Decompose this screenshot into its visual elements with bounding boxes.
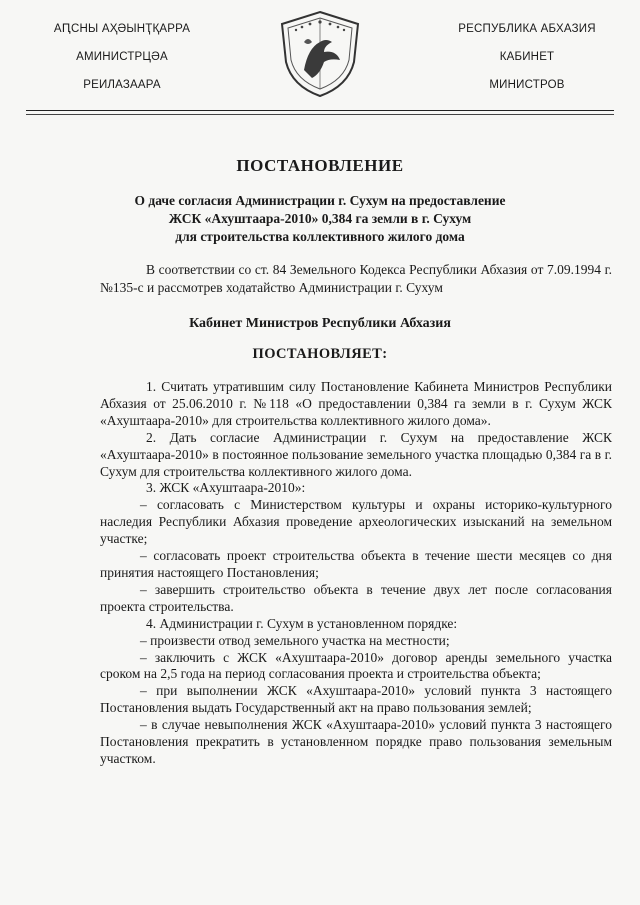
subject-line: ЖСК «Ахуштаара-2010» 0,384 га земли в г. Сухум (168, 211, 472, 226)
issuing-body: Кабинет Министров Республики Абхазия (189, 316, 451, 331)
header-divider (26, 110, 614, 111)
paragraph: – при выполнении ЖСК «Ахуштаара-2010» условий пункта 3 настоящего Постановления выдать Государственный акт на право пользования землей; (100, 683, 612, 716)
header-right-line: РЕСПУБЛИКА АБХАЗИЯ (458, 23, 596, 35)
subject-line: для строительства коллективного жилого дома (175, 229, 465, 244)
preamble (100, 261, 612, 297)
paragraph: 2. Дать согласие Администрации г. Сухум на предоставление ЖСК «Ахуштаара-2010» в постоянное пользование земельного участка площадью 0,384 га в г. Сухум для строительства коллективного жилого дома. (100, 429, 612, 479)
preamble-text: В соответствии со ст. 84 Земельного Кодекса Республики Абхазия от 7.09.1994 г.№135-с и рассмотрев ходатайство Администрации г. Сухум (100, 262, 612, 295)
header-right-line: МИНИСТРОВ (489, 79, 565, 91)
header-right-russian (442, 22, 612, 106)
paragraph: – завершить строительство объекта в течение двух лет после согласования проекта строительства. (100, 581, 612, 614)
header-right-line: КАБИНЕТ (499, 51, 555, 63)
paragraph: – согласовать проект строительства объекта в течение шести месяцев со дня принятия настоящего Постановления; (100, 548, 612, 580)
decree-heading: ПОСТАНОВЛЯЕТ: (252, 346, 388, 362)
header-left-line: РЕИЛАЗААРА (83, 79, 161, 91)
document-title: ПОСТАНОВЛЕНИЕ (236, 156, 404, 175)
paragraph: 1. Считать утратившим силу Постановление Кабинета Министров Республики Абхазия от 25.06.2010 г. №118 «О предоставлении 0,384 га земли в г. Сухум ЖСК «Ахуштаара-2010» для строительства коллективного жилого дома». (100, 379, 612, 428)
paragraph: – произвести отвод земельного участка на местности; (140, 632, 450, 648)
header-left-line: АМИНИСТРЦӘА (76, 51, 168, 63)
state-emblem-icon (274, 8, 366, 100)
header-divider-thin (26, 114, 614, 115)
subject-line: О даче согласия Администрации г. Сухум на предоставление (134, 193, 506, 208)
paragraph: – согласовать с Министерством культуры и охраны историко-культурного наследия Республики Абхазия проведение археологических изысканий на земельном участке; (100, 497, 612, 547)
paragraph: 4. Администрации г. Сухум в установленном порядке: (146, 615, 458, 631)
decree-body (100, 379, 612, 768)
paragraph: – заключить с ЖСК «Ахуштаара-2010» договор аренды земельного участка сроком на 2,5 года на период согласования проекта и строительства объекта; (100, 649, 612, 682)
header-left-line: АԤСНЫ АҲӘЫНҬҚАРРА (53, 23, 191, 35)
paragraph: 3. ЖСК «Ахуштаара-2010»: (146, 480, 306, 496)
paragraph: – в случае невыполнения ЖСК «Ахуштаара-2010» условий пункта 3 настоящего Постановления прекратить в установленном порядке право пользования земельным участком. (100, 717, 612, 766)
header-left-abkhaz (32, 22, 212, 106)
document-subject (90, 192, 550, 246)
